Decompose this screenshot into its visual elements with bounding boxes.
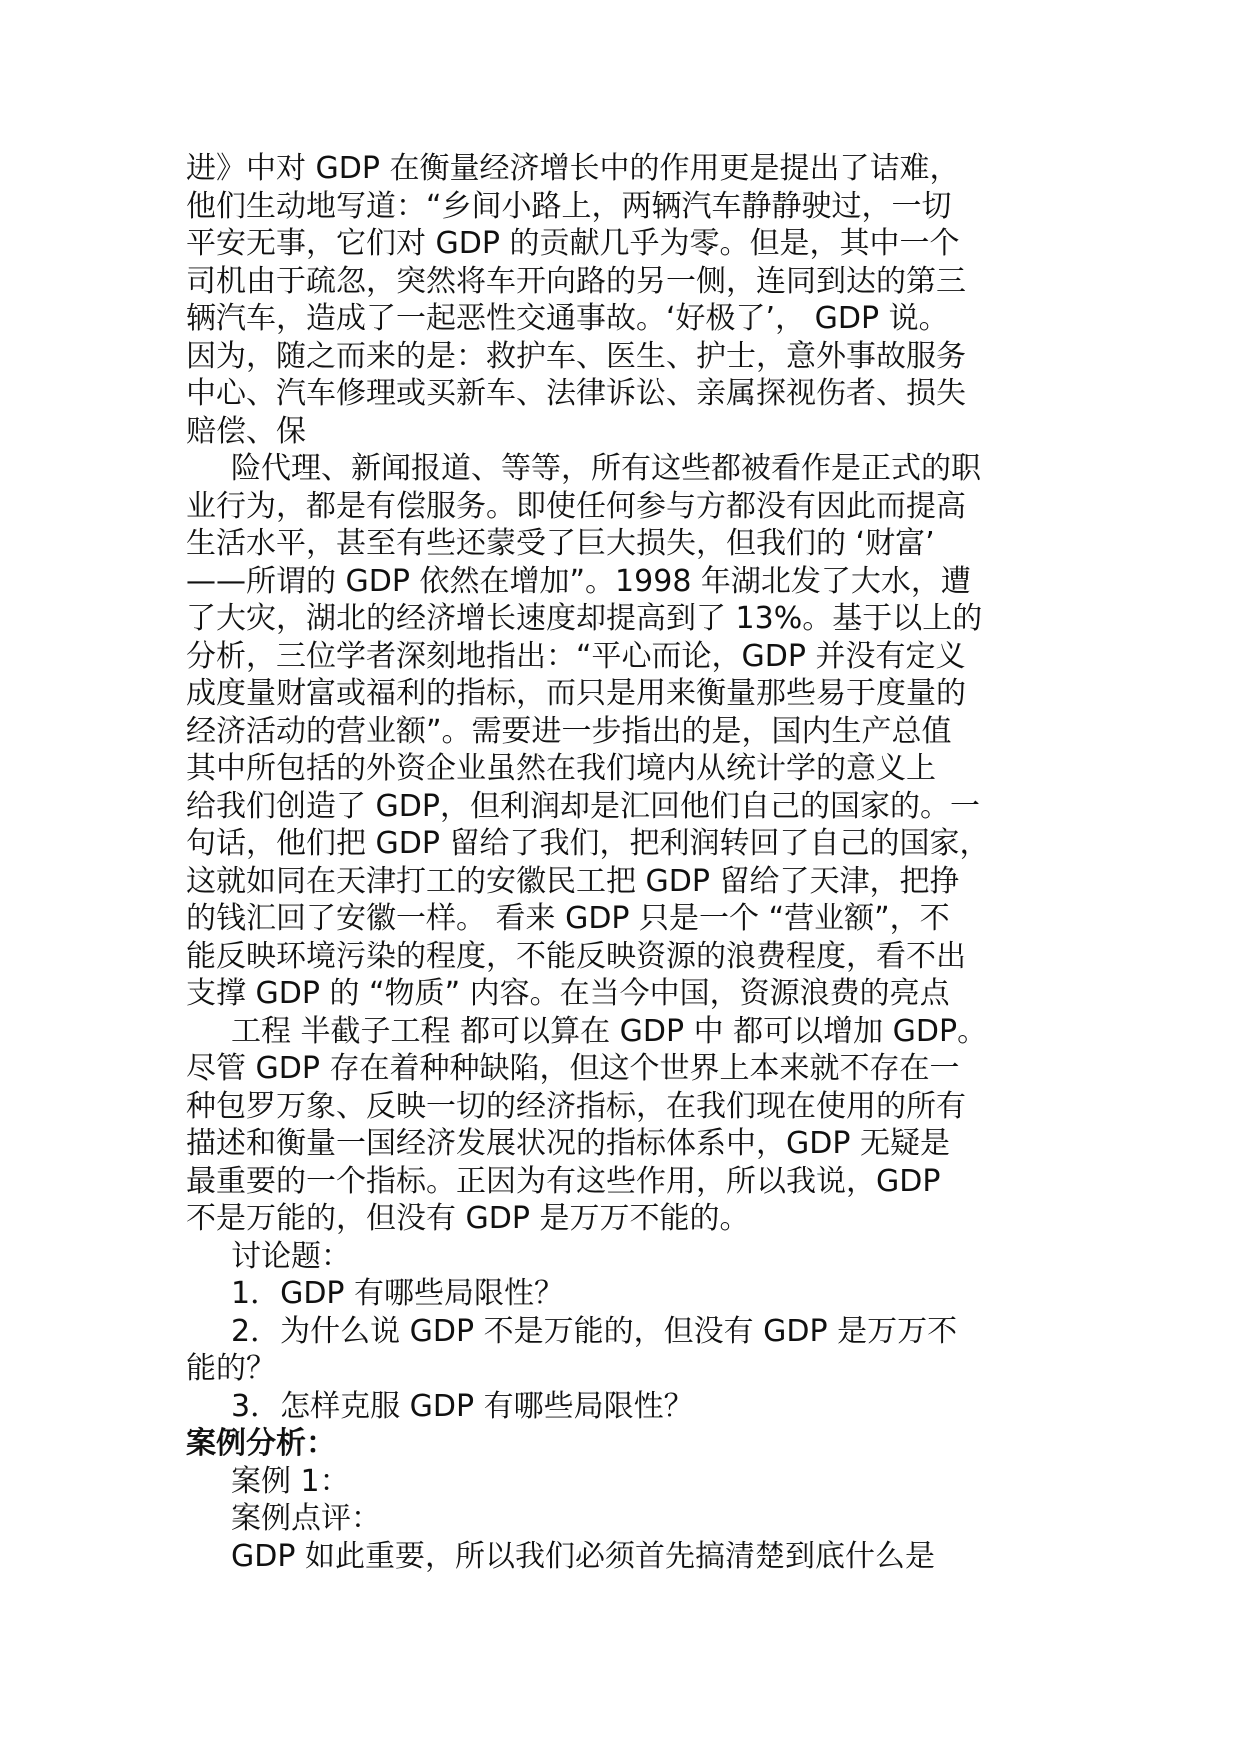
text-line: 描述和衡量一国经济发展状况的指标体系中，GDP 无疑是 [186, 1126, 950, 1161]
case-label: 案例 1： [231, 1463, 350, 1499]
case-analysis-heading: 案例分析： [186, 1426, 336, 1461]
text-line: 生活水平，甚至有些还蒙受了巨大损失，但我们的 ‘财富’ [186, 526, 935, 561]
text-line: 赔偿、保 [186, 413, 306, 449]
text-line: 分析，三位学者深刻地指出：“平心而论，GDP 并没有定义 [186, 638, 966, 674]
text-line: 他们生动地写道：“乡间小路上，两辆汽车静静驶过，一切 [186, 188, 952, 224]
text-line: 其中所包括的外资企业虽然在我们境内从统计学的意义上 [186, 751, 936, 786]
discussion-heading: 讨论题： [231, 1238, 351, 1274]
discussion-question: 1．GDP 有哪些局限性？ [231, 1276, 565, 1311]
text-line: 进》中对 GDP 在衡量经济增长中的作用更是提出了诘难， [186, 151, 960, 186]
discussion-question: 3．怎样克服 GDP 有哪些局限性？ [231, 1388, 694, 1424]
text-line: 经济活动的营业额”。需要进一步指出的是，国内生产总值 [186, 713, 952, 749]
discussion-question: 2．为什么说 GDP 不是万能的，但没有 GDP 是万万不 [231, 1313, 958, 1349]
text-line: 尽管 GDP 存在着种种缺陷，但这个世界上本来就不存在一 [186, 1051, 960, 1086]
text-line: 能的？ [186, 1351, 276, 1386]
text-line: 了大灾，湖北的经济增长速度却提高到了 13%。基于以上的 [186, 601, 983, 636]
text-line: 平安无事，它们对 GDP 的贡献几乎为零。但是，其中一个 [186, 226, 960, 261]
body-text [186, 150, 1076, 1575]
text-line: GDP 如此重要，所以我们必须首先搞清楚到底什么是 [231, 1538, 935, 1574]
text-line: 工程 半截子工程 都可以算在 GDP 中 都可以增加 GDP。 [231, 1013, 988, 1049]
text-line: 能反映环境污染的程度，不能反映资源的浪费程度，看不出 [186, 938, 966, 974]
text-line: 司机由于疏忽，突然将车开向路的另一侧，连同到达的第三 [186, 263, 966, 299]
text-line: 险代理、新闻报道、等等，所有这些都被看作是正式的职 [231, 451, 981, 486]
text-line: ——所谓的 GDP 依然在增加”。1998 年湖北发了大水，遭 [186, 563, 971, 599]
text-line: 的钱汇回了安徽一样。 看来 GDP 只是一个 “营业额”，不 [186, 901, 950, 936]
text-line: 不是万能的，但没有 GDP 是万万不能的。 [186, 1201, 750, 1236]
text-line: 因为，随之而来的是：救护车、医生、护士，意外事故服务 [186, 338, 966, 374]
text-line: 句话，他们把 GDP 留给了我们，把利润转回了自己的国家， [186, 826, 990, 861]
text-line: 最重要的一个指标。正因为有这些作用，所以我说，GDP [186, 1163, 941, 1199]
text-line: 这就如同在天津打工的安徽民工把 GDP 留给了天津，把挣 [186, 863, 960, 899]
text-line: 业行为，都是有偿服务。即使任何参与方都没有因此而提高 [186, 488, 966, 524]
text-line: 给我们创造了 GDP，但利润却是汇回他们自己的国家的。一 [186, 788, 980, 824]
text-line: 中心、汽车修理或买新车、法律诉讼、亲属探视伤者、损失 [186, 376, 966, 411]
text-line: 种包罗万象、反映一切的经济指标，在我们现在使用的所有 [186, 1088, 966, 1124]
text-line: 支撑 GDP 的 “物质” 内容。在当今中国，资源浪费的亮点 [186, 976, 950, 1011]
case-review-label: 案例点评： [231, 1501, 381, 1536]
text-line: 成度量财富或福利的指标，而只是用来衡量那些易于度量的 [186, 676, 966, 711]
text-line: 辆汽车，造成了一起恶性交通事故。‘好极了’， GDP 说。 [186, 301, 949, 336]
